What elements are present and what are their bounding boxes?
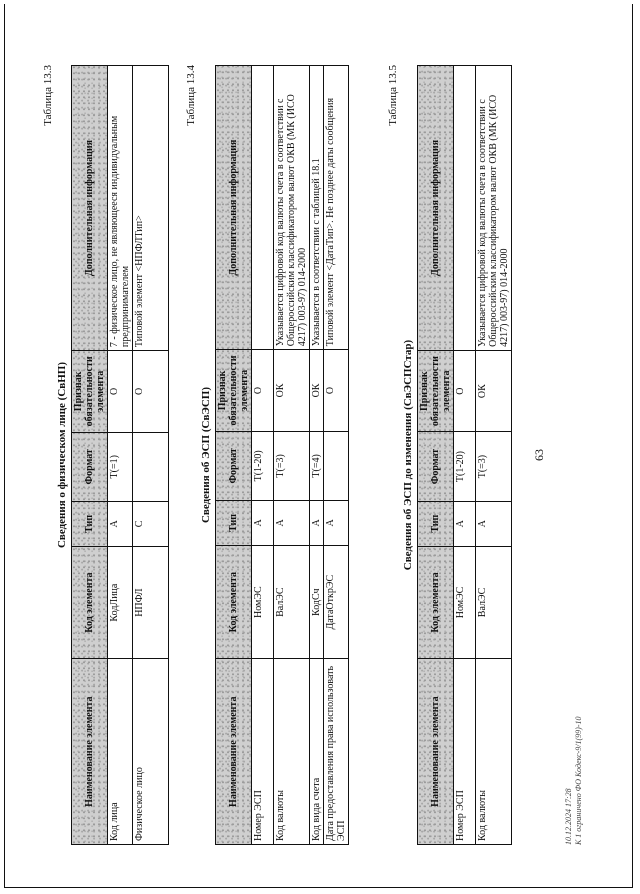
cell-info: Указывается цифровой код валюты счета в соответствии с Общероссийским классификатором валют ОКВ (МК (ИСО 4217) 003-97) 014-2000: [274, 66, 310, 350]
cell-format: [133, 432, 169, 501]
table-label: Таблица 13.4: [185, 65, 197, 126]
header-row: [72, 66, 108, 845]
table-row: [324, 66, 349, 845]
cell-flag: О: [133, 351, 169, 433]
table-label: Таблица 13.5: [387, 65, 399, 126]
cell-format: T(=3): [274, 431, 310, 500]
header-flag: Признак обязательности элемента: [418, 350, 454, 432]
cell-code: ВалЭС: [274, 545, 310, 659]
scan-edge-left: [4, 4, 5, 888]
header-row: [418, 66, 454, 845]
header-type: Тип: [216, 500, 252, 545]
cell-code: ВалЭС: [476, 546, 512, 659]
rotated-document: [42, 65, 587, 845]
scan-edge-right: [632, 4, 633, 888]
cell-type: А: [310, 500, 324, 545]
cell-flag: ОК: [310, 350, 324, 432]
table-title: Сведения об ЭСП до изменения (СвЭСПСтар): [402, 339, 414, 571]
cell-flag: О: [252, 350, 274, 432]
table-13-4: [215, 65, 349, 845]
cell-format: [324, 431, 349, 500]
table-row: [133, 66, 169, 845]
footer-source: К 1 ограничено ФО Кодекс-9/1(99)-10: [574, 716, 583, 845]
cell-format: T(=4): [310, 431, 324, 500]
cell-info: Указывается в соответствии с таблицей 18.1: [310, 66, 324, 350]
cell-info: Указывается цифровой код валюты счета в соответствии с Общероссийским классификатором валют ОКВ (МК (ИСО 4217) 003-97) 014-2000: [476, 66, 512, 351]
cell-code: НомЭС: [454, 546, 476, 659]
header-format: Формат: [418, 432, 454, 501]
header-info: Дополнительная информация: [72, 66, 108, 351]
cell-name: Код валюты: [274, 659, 310, 845]
cell-type: А: [454, 501, 476, 546]
header-flag: Признак обязательности элемента: [216, 350, 252, 432]
header-type: Тип: [72, 501, 108, 546]
cell-info: [252, 66, 274, 350]
print-footer: [564, 716, 584, 845]
table-13-3: [71, 65, 169, 845]
cell-code: НПФЛ: [133, 546, 169, 658]
header-name: Наименование элемента: [216, 659, 252, 845]
header-info: Дополнительная информация: [216, 66, 252, 350]
table-row: [310, 66, 324, 845]
header-info: Дополнительная информация: [418, 66, 454, 351]
cell-name: Код лица: [108, 659, 133, 845]
header-code: Код элемента: [72, 546, 108, 658]
header-code: Код элемента: [216, 545, 252, 659]
table-row: [476, 66, 512, 845]
header-type: Тип: [418, 501, 454, 546]
cell-flag: О: [324, 350, 349, 432]
cell-code: НомЭС: [252, 545, 274, 659]
footer-timestamp: 10.12.2024 17:28: [564, 788, 573, 845]
cell-code: ДатаОткрЭС: [324, 545, 349, 659]
cell-code: КодСч: [310, 545, 324, 659]
header-name: Наименование элемента: [418, 659, 454, 845]
cell-type: А: [324, 500, 349, 545]
cell-code: КодЛица: [108, 546, 133, 658]
table-row: [274, 66, 310, 845]
cell-format: T(=1): [108, 432, 133, 501]
cell-name: Номер ЭСП: [454, 659, 476, 845]
cell-type: А: [252, 500, 274, 545]
cell-flag: О: [108, 351, 133, 433]
header-format: Формат: [72, 432, 108, 501]
cell-info: Типовой элемент <НПФЛТип>: [133, 66, 169, 351]
cell-name: Дата предоставления права использовать ЭСП: [324, 659, 349, 845]
table-title: Сведения об ЭСП (СвЭСП): [200, 386, 212, 524]
cell-name: Код валюты: [476, 659, 512, 845]
cell-format: T(1-20): [454, 432, 476, 501]
cell-name: Физическое лицо: [133, 659, 169, 845]
cell-info: Типовой элемент <ДатаТип>. Не позднее даты сообщения: [324, 66, 349, 350]
cell-type: А: [476, 501, 512, 546]
cell-flag: ОК: [476, 350, 512, 432]
table-label: Таблица 13.3: [42, 65, 54, 126]
cell-format: T(=3): [476, 432, 512, 501]
table-row: [108, 66, 133, 845]
scan-edge-bottom: [4, 887, 633, 888]
header-format: Формат: [216, 431, 252, 500]
cell-name: Номер ЭСП: [252, 659, 274, 845]
cell-name: Код вида счета: [310, 659, 324, 845]
cell-info: 7 - физическое лицо, не являющееся индивидуальным предпринимателем: [108, 66, 133, 351]
header-flag: Признак обязательности элемента: [72, 351, 108, 433]
table-row: [252, 66, 274, 845]
page-number: 63: [532, 449, 546, 461]
table-13-5: [417, 65, 512, 845]
header-code: Код элемента: [418, 546, 454, 659]
cell-info: [454, 66, 476, 351]
header-row: [216, 66, 252, 845]
cell-flag: О: [454, 350, 476, 432]
cell-format: T(1-20): [252, 431, 274, 500]
header-name: Наименование элемента: [72, 659, 108, 845]
cell-type: А: [274, 500, 310, 545]
cell-type: С: [133, 501, 169, 546]
cell-type: А: [108, 501, 133, 546]
cell-flag: ОК: [274, 350, 310, 432]
table-row: [454, 66, 476, 845]
table-title: Сведения о физическом лице (СвНП): [56, 361, 68, 549]
